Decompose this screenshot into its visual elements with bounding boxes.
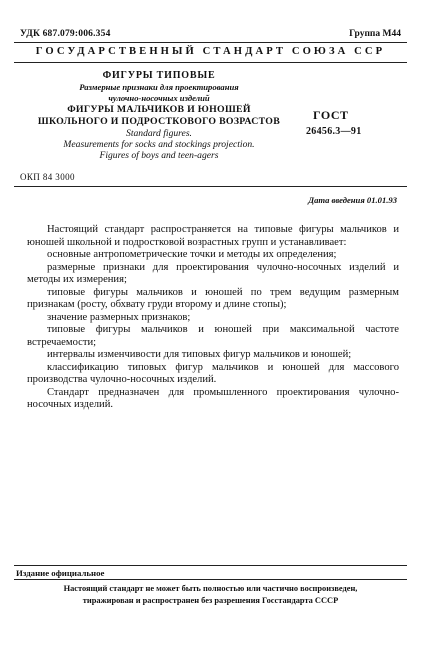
organization-heading: ГОСУДАРСТВЕННЫЙ СТАНДАРТ СОЮЗА ССР [35, 46, 386, 57]
gost-number: 26456.3—91 [306, 126, 362, 137]
title-sub-line: чулочно-носочных изделий [108, 93, 210, 103]
title-main: ФИГУРЫ ТИПОВЫЕ [102, 70, 216, 81]
gost-label: ГОСТ [313, 108, 349, 122]
effective-date: Дата введения 01.01.93 [308, 195, 397, 205]
title-sub-line: Размерные признаки для проектирования [79, 82, 239, 92]
notice-line: тиражирован и распространен без разрешения Госстандарта СССР [82, 596, 339, 605]
title-bold-line: ФИГУРЫ МАЛЬЧИКОВ И ЮНОШЕЙ [67, 104, 251, 115]
copyright-notice [16, 583, 405, 607]
body-text [27, 224, 399, 412]
okp-code: ОКП 84 3000 [20, 172, 75, 182]
title-english-line: Figures of boys and teen-agers [99, 150, 219, 161]
paragraph: основные антропометрические точки и методы их определения; [47, 249, 337, 260]
paragraph: типовые фигуры мальчиков и юношей по трем ведущим размерным признакам (росту, обхвату груди второму и длине стопы); [27, 286, 399, 310]
notice-line: Настоящий стандарт не может быть полностью или частично воспроизведен, [63, 584, 358, 593]
divider [14, 579, 407, 580]
official-edition-label: Издание официальное [16, 568, 105, 578]
divider [14, 186, 407, 187]
title-english-line: Measurements for socks and stockings projection. [63, 139, 255, 150]
divider [14, 42, 407, 43]
udk-code: УДК 687.079:006.354 [20, 29, 111, 39]
paragraph: значение размерных признаков; [47, 311, 191, 323]
group-code: Группа М44 [349, 29, 401, 39]
title-english-line: Standard figures. [126, 128, 192, 139]
paragraph: Настоящий стандарт распространяется на типовые фигуры мальчиков и юношей школьной и подростковой возрастных групп и устанавливает: [27, 224, 399, 248]
standard-title [20, 69, 298, 161]
paragraph: Стандарт предназначен для промышленного проектирования чулочно-носочных изделий. [27, 386, 399, 410]
paragraph: типовые фигуры мальчиков и юношей при максимальной частоте встречаемости; [27, 324, 399, 348]
divider [14, 565, 407, 566]
paragraph: размерные признаки для проектирования чулочно-носочных изделий и методы их измерения; [27, 261, 399, 285]
paragraph: классификацию типовых фигур мальчиков и юношей для массового производства чулочно-носочных изделий. [27, 361, 399, 385]
divider [14, 62, 407, 63]
title-bold-line: ШКОЛЬНОГО И ПОДРОСТКОВОГО ВОЗРАСТОВ [37, 116, 281, 127]
paragraph: интервалы изменчивости для типовых фигур мальчиков и юношей; [47, 349, 352, 360]
